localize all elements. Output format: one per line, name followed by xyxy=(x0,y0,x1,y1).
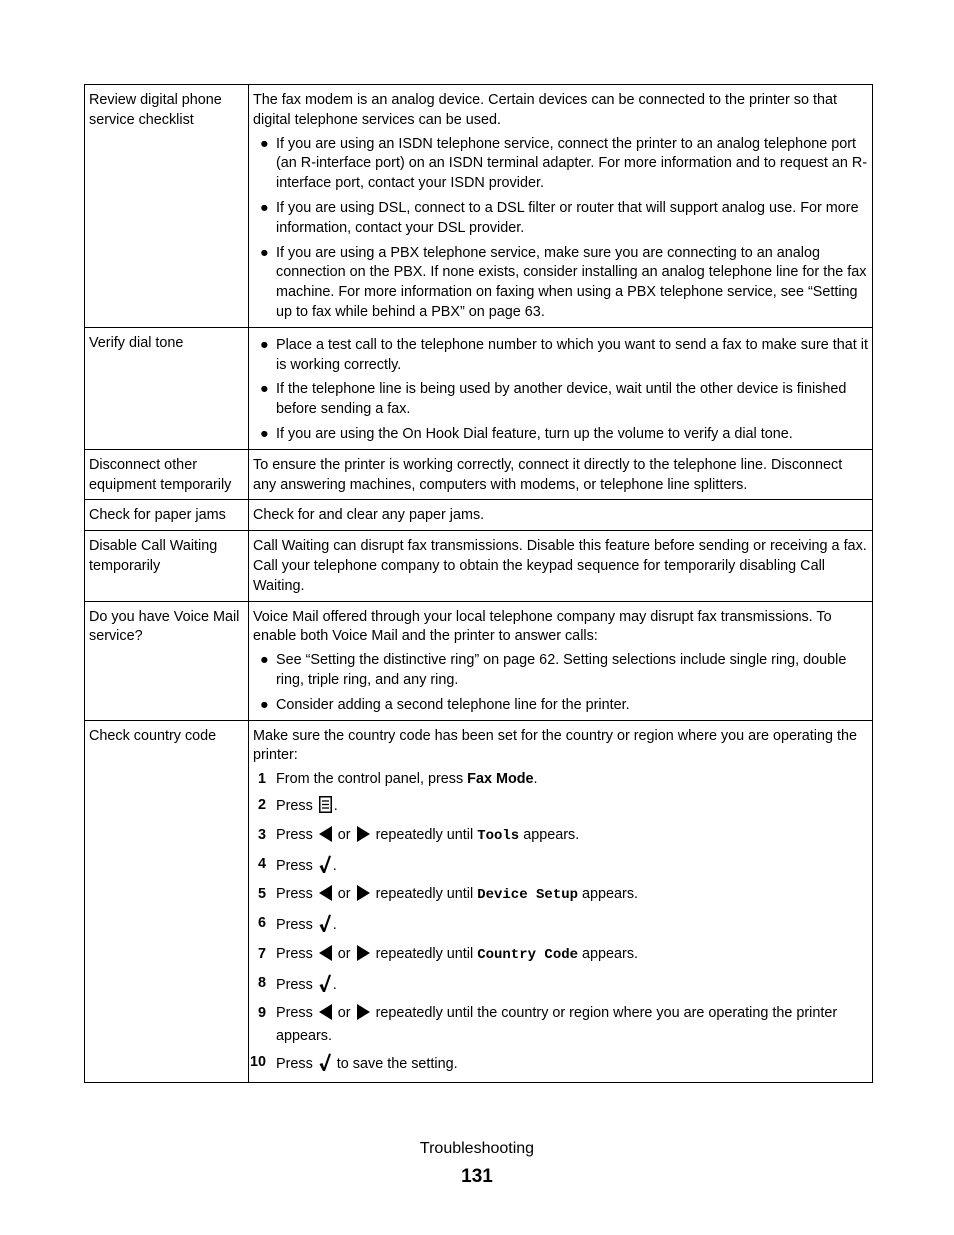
row-topic: Disconnect other equipment temporarily xyxy=(85,449,249,500)
menu-icon xyxy=(319,796,332,820)
row-solution: Check for and clear any paper jams. xyxy=(249,500,873,531)
select-checkmark-icon xyxy=(319,974,331,999)
bullet-icon: ● xyxy=(260,696,269,713)
step-item: 9 Press or repeatedly until the country or region where you are operating the printer appears. xyxy=(257,1005,838,1045)
row-solution: To ensure the printer is working correctly, connect it directly to the telephone line. Disconnect any answering machines, computers with modems, or telephone line splitters. xyxy=(249,449,873,500)
table-row xyxy=(85,327,873,449)
bullet-item: ● Place a test call to the telephone number to which you want to send a fax to make sure that it is working correctly. xyxy=(260,336,868,373)
step-item: 3 Press or repeatedly until Tools appears. xyxy=(253,826,868,849)
bullet-icon: ● xyxy=(260,425,269,442)
bullet-list xyxy=(253,135,868,323)
row-topic: Verify dial tone xyxy=(85,327,249,449)
bullet-item: ● If you are using the On Hook Dial feature, turn up the volume to verify a dial tone. xyxy=(253,425,868,445)
row-topic: Check for paper jams xyxy=(85,500,249,531)
row-solution: Call Waiting can disrupt fax transmissions. Disable this feature before sending or receiving a fax. Call your telephone company to obtain the keypad sequence for temporarily disabling Call Waiting. xyxy=(249,531,873,601)
bullet-item: ● If you are using an ISDN telephone service, connect the printer to an analog telephone port (an R-interface port) on an ISDN terminal adapter. For more information and to request an R-interface port, contact your ISDN provider. xyxy=(260,135,868,192)
fax-mode-label: Fax Mode xyxy=(467,771,534,788)
row-solution xyxy=(249,85,873,328)
select-checkmark-icon xyxy=(319,855,331,880)
menu-country-code-label: Country Code xyxy=(477,946,579,963)
step-item: 1 From the control panel, press Fax Mode. xyxy=(257,771,538,788)
row-topic: Check country code xyxy=(85,720,249,1082)
left-arrow-icon xyxy=(319,945,332,968)
step-item: 6 Press . xyxy=(253,914,868,939)
select-checkmark-icon xyxy=(319,914,331,939)
step-item: 2 Press . xyxy=(253,796,868,820)
page-number: 131 xyxy=(461,1166,493,1187)
bullet-list xyxy=(253,336,868,445)
step-item: 7 Press or repeatedly until Country Code appears. xyxy=(253,945,868,968)
bullet-item: ● Consider adding a second telephone line for the printer. xyxy=(253,696,868,716)
row-topic: Disable Call Waiting temporarily xyxy=(85,531,249,601)
footer-section-title: Troubleshooting xyxy=(419,1140,535,1157)
bullet-icon: ● xyxy=(260,652,269,669)
table-row xyxy=(85,531,873,601)
bullet-icon: ● xyxy=(260,199,269,216)
right-arrow-icon xyxy=(357,945,370,968)
bullet-item: ● See “Setting the distinctive ring” on page 62. Setting selections include single ring, double ring, triple ring, and any ring. xyxy=(260,652,847,688)
solution-intro: Make sure the country code has been set for the country or region where you are operating the printer: xyxy=(253,727,857,764)
row-solution xyxy=(249,720,873,1082)
bullet-item: ● If the telephone line is being used by another device, wait until the other device is finished before sending a fax. xyxy=(260,381,847,418)
row-topic: Review digital phone service checklist xyxy=(85,85,249,328)
bullet-icon: ● xyxy=(260,135,269,152)
solution-intro: Voice Mail offered through your local telephone company may disrupt fax transmissions. To enable both Voice Mail and the printer to answer calls: xyxy=(253,608,832,645)
table-row xyxy=(85,601,873,720)
select-checkmark-icon xyxy=(319,1053,331,1078)
step-item: 10 Press to save the setting. xyxy=(253,1053,868,1078)
table-row xyxy=(85,85,873,328)
menu-tools-label: Tools xyxy=(477,827,520,844)
row-solution xyxy=(249,601,873,720)
right-arrow-icon xyxy=(357,885,370,908)
table-row xyxy=(85,449,873,500)
bullet-item: ● If you are using DSL, connect to a DSL filter or router that will support analog use. For more information, contact your DSL provider. xyxy=(260,199,859,236)
row-topic: Do you have Voice Mail service? xyxy=(85,601,249,720)
left-arrow-icon xyxy=(319,826,332,849)
troubleshooting-table xyxy=(84,84,873,1083)
bullet-list xyxy=(253,651,868,715)
solution-intro: The fax modem is an analog device. Certain devices can be connected to the printer so that digital telephone services can be used. xyxy=(253,92,837,128)
table-row xyxy=(85,500,873,531)
row-solution xyxy=(249,327,873,449)
bullet-icon: ● xyxy=(260,381,269,398)
bullet-item: ● If you are using a PBX telephone service, make sure you are connecting to an analog connection on the PBX. If none exists, consider installing an analog telephone line for the fax machine. For more information on faxing when using a PBX telephone service, see “Setting up to fax while behind a PBX” on page 63. xyxy=(260,244,867,320)
step-item: 5 Press or repeatedly until Device Setup appears. xyxy=(253,885,868,908)
bullet-icon: ● xyxy=(260,336,269,353)
step-item: 8 Press . xyxy=(253,974,868,999)
bullet-icon: ● xyxy=(260,244,269,261)
left-arrow-icon xyxy=(319,885,332,908)
table-row xyxy=(85,720,873,1082)
menu-device-setup-label: Device Setup xyxy=(477,887,579,904)
steps-list xyxy=(249,770,868,1078)
right-arrow-icon xyxy=(357,1004,370,1027)
step-item: 4 Press . xyxy=(253,855,868,880)
left-arrow-icon xyxy=(319,1004,332,1027)
right-arrow-icon xyxy=(357,826,370,849)
